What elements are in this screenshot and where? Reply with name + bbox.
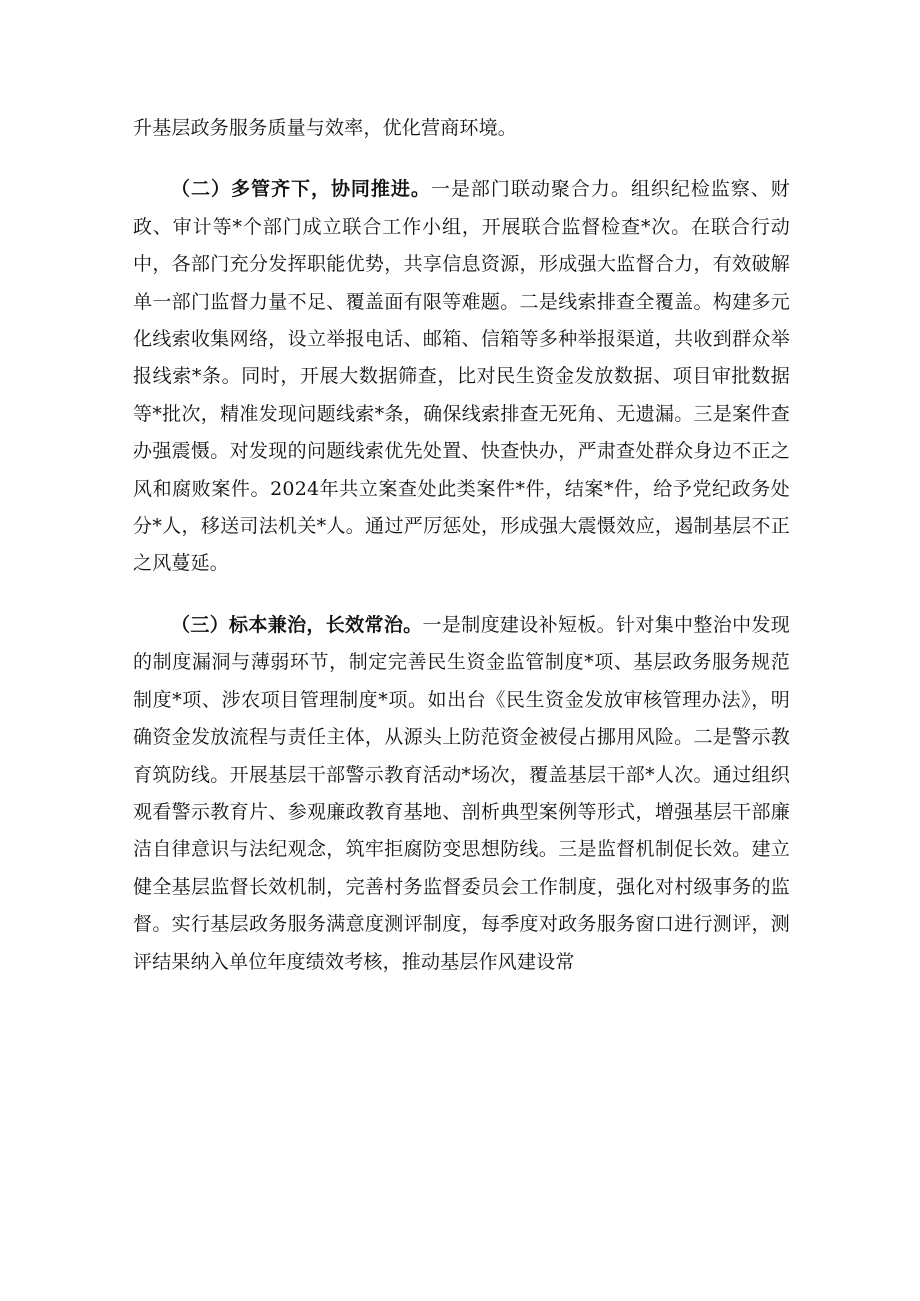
- paragraph-section-3: [133, 607, 790, 981]
- paragraph-text: 一是制度建设补短板。针对集中整治中发现的制度漏洞与薄弱环节，制定完善民生资金监管制度*项、基层政务服务规范制度*项、涉农项目管理制度*项。如出台《民生资金发放审核管理办法》，明确资金发放流程与责任主体，从源头上防范资金被侵占挪用风险。二是警示教育筑防线。开展基层干部警示教育活动*场次，覆盖基层干部*人次。通过组织观看警示教育片、参观廉政教育基地、剖析典型案例等形式，增强基层干部廉洁自律意识与法纪观念，筑牢拒腐防变思想防线。三是监督机制促长效。建立健全基层监督长效机制，完善村务监督委员会工作制度，强化对村级事务的监督。实行基层政务服务满意度测评制度，每季度对政务服务窗口进行测评，测评结果纳入单位年度绩效考核，推动基层作风建设常: [133, 613, 790, 973]
- paragraph-text: 一是部门联动聚合力。组织纪检监察、财政、审计等*个部门成立联合工作小组，开展联合监督检查*次。在联合行动中，各部门充分发挥职能优势，共享信息资源，形成强大监督合力，有效破解单一部门监督力量不足、覆盖面有限等难题。二是线索排查全覆盖。构建多元化线索收集网络，设立举报电话、邮箱、信箱等多种举报渠道，共收到群众举报线索*条。同时，开展大数据筛查，比对民生资金发放数据、项目审批数据等*批次，精准发现问题线索*条，确保线索排查无死角、无遗漏。三是案件查办强震慑。对发现的问题线索优先处置、快查快办，严肃查处群众身边不正之风和腐败案件。2024年共立案查处此类案件*件，结案*件，给予党纪政务处分*人，移送司法机关*人。通过严厉惩处，形成强大震慑效应，遏制基层不正之风蔓延。: [133, 178, 790, 575]
- paragraph-text: 升基层政务服务质量与效率，优化营商环境。: [133, 117, 518, 139]
- section-heading: （三）标本兼治，长效常治。: [171, 613, 423, 636]
- paragraph-continuation: [133, 110, 790, 147]
- paragraph-gap: [133, 583, 790, 607]
- paragraph-gap: [133, 147, 790, 171]
- section-heading: （二）多管齐下，协同推进。: [171, 178, 431, 201]
- paragraph-section-2: [133, 171, 790, 582]
